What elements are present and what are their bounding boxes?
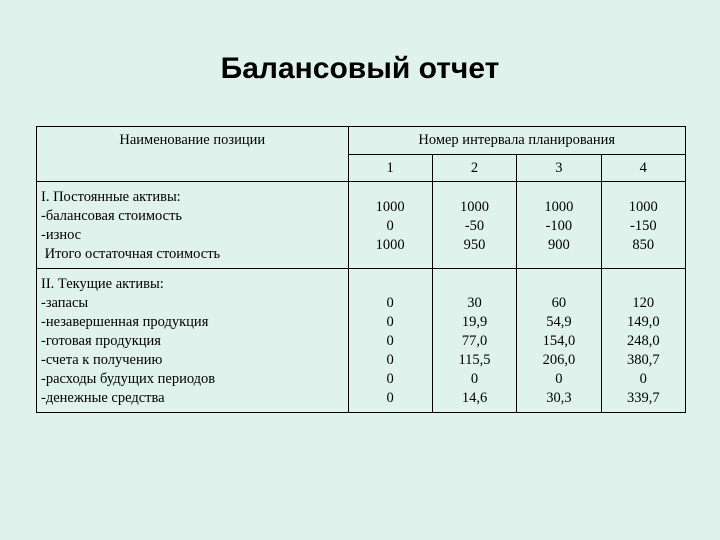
list-item: -балансовая стоимость bbox=[41, 208, 183, 224]
balance-sheet-table bbox=[36, 126, 686, 413]
spacer bbox=[517, 275, 600, 294]
table-cell: 0 bbox=[386, 314, 394, 330]
table-cell: 1000 bbox=[628, 198, 658, 215]
table-cell: 900 bbox=[548, 236, 570, 253]
list-item: Итого остаточная стоимость bbox=[41, 246, 221, 262]
table-cell: 0 bbox=[470, 371, 479, 387]
spacer bbox=[433, 275, 516, 294]
table-cell: 1000 bbox=[375, 236, 405, 253]
table-cell: 0 bbox=[386, 352, 394, 368]
header-planning-interval: Номер интервала планирования bbox=[348, 127, 686, 155]
table-cell: 248,0 bbox=[626, 333, 660, 349]
table-cell: -150 bbox=[629, 217, 657, 234]
table-cell: 0 bbox=[386, 333, 394, 349]
list-item: -денежные средства bbox=[41, 390, 165, 406]
page-title: Балансовый отчет bbox=[220, 52, 500, 85]
table-cell: 30 bbox=[467, 295, 482, 311]
table-cell: 19,9 bbox=[461, 314, 488, 330]
table-cell: 0 bbox=[555, 371, 563, 387]
list-item: -счета к получению bbox=[41, 352, 163, 368]
table-cell: 14,6 bbox=[461, 390, 488, 406]
list-item: -расходы будущих периодов bbox=[41, 371, 216, 387]
table-cell: 1000 bbox=[375, 198, 405, 215]
table-cell: 950 bbox=[463, 236, 486, 253]
list-item: -запасы bbox=[41, 295, 89, 311]
table-cell: 154,0 bbox=[542, 333, 576, 349]
section-heading: I. Постоянные активы: bbox=[41, 189, 181, 205]
table-cell: 60 bbox=[551, 295, 567, 311]
current-assets-period-2 bbox=[432, 269, 516, 413]
period-2: 2 bbox=[432, 155, 516, 182]
current-assets-period-4 bbox=[601, 269, 685, 413]
table-cell: 0 bbox=[639, 371, 647, 387]
table-cell: 380,7 bbox=[626, 352, 660, 368]
table-cell: 115,5 bbox=[458, 352, 491, 368]
fixed-assets-period-3 bbox=[517, 182, 601, 269]
list-item: -готовая продукция bbox=[41, 333, 161, 349]
table-cell: 54,9 bbox=[546, 314, 572, 330]
table-cell: 1000 bbox=[544, 198, 574, 215]
header-position-name: Наименование позиции bbox=[37, 127, 349, 182]
table-cell: 30,3 bbox=[546, 390, 572, 406]
list-item: -незавершенная продукция bbox=[41, 314, 209, 330]
table-cell: 0 bbox=[386, 217, 394, 234]
table-cell: 77,0 bbox=[461, 333, 488, 349]
table-row-current-assets bbox=[37, 269, 686, 413]
period-4: 4 bbox=[601, 155, 685, 182]
period-1: 1 bbox=[348, 155, 432, 182]
fixed-assets-period-4 bbox=[601, 182, 685, 269]
current-assets-period-3 bbox=[517, 269, 601, 413]
table-cell: 120 bbox=[632, 295, 655, 311]
table-cell: 339,7 bbox=[626, 390, 660, 406]
spacer bbox=[602, 275, 685, 294]
fixed-assets-period-2 bbox=[432, 182, 516, 269]
table-row-fixed-assets bbox=[37, 182, 686, 269]
table-cell: -50 bbox=[464, 217, 485, 234]
table-cell: 149,0 bbox=[626, 314, 660, 330]
table-cell: 0 bbox=[386, 371, 394, 387]
current-assets-label bbox=[37, 269, 349, 413]
section-heading: II. Текущие активы: bbox=[41, 276, 164, 292]
table-cell: -100 bbox=[545, 217, 573, 234]
fixed-assets-label bbox=[37, 182, 349, 269]
current-assets-period-1 bbox=[348, 269, 432, 413]
table-cell: 0 bbox=[386, 295, 394, 311]
table-cell: 206,0 bbox=[542, 352, 576, 368]
period-3: 3 bbox=[517, 155, 601, 182]
spacer bbox=[349, 275, 432, 294]
table-cell: 1000 bbox=[460, 198, 490, 215]
list-item: -износ bbox=[41, 227, 82, 243]
table-cell: 0 bbox=[386, 390, 394, 406]
fixed-assets-period-1 bbox=[348, 182, 432, 269]
table-header-row bbox=[37, 127, 686, 155]
table-cell: 850 bbox=[632, 236, 655, 253]
